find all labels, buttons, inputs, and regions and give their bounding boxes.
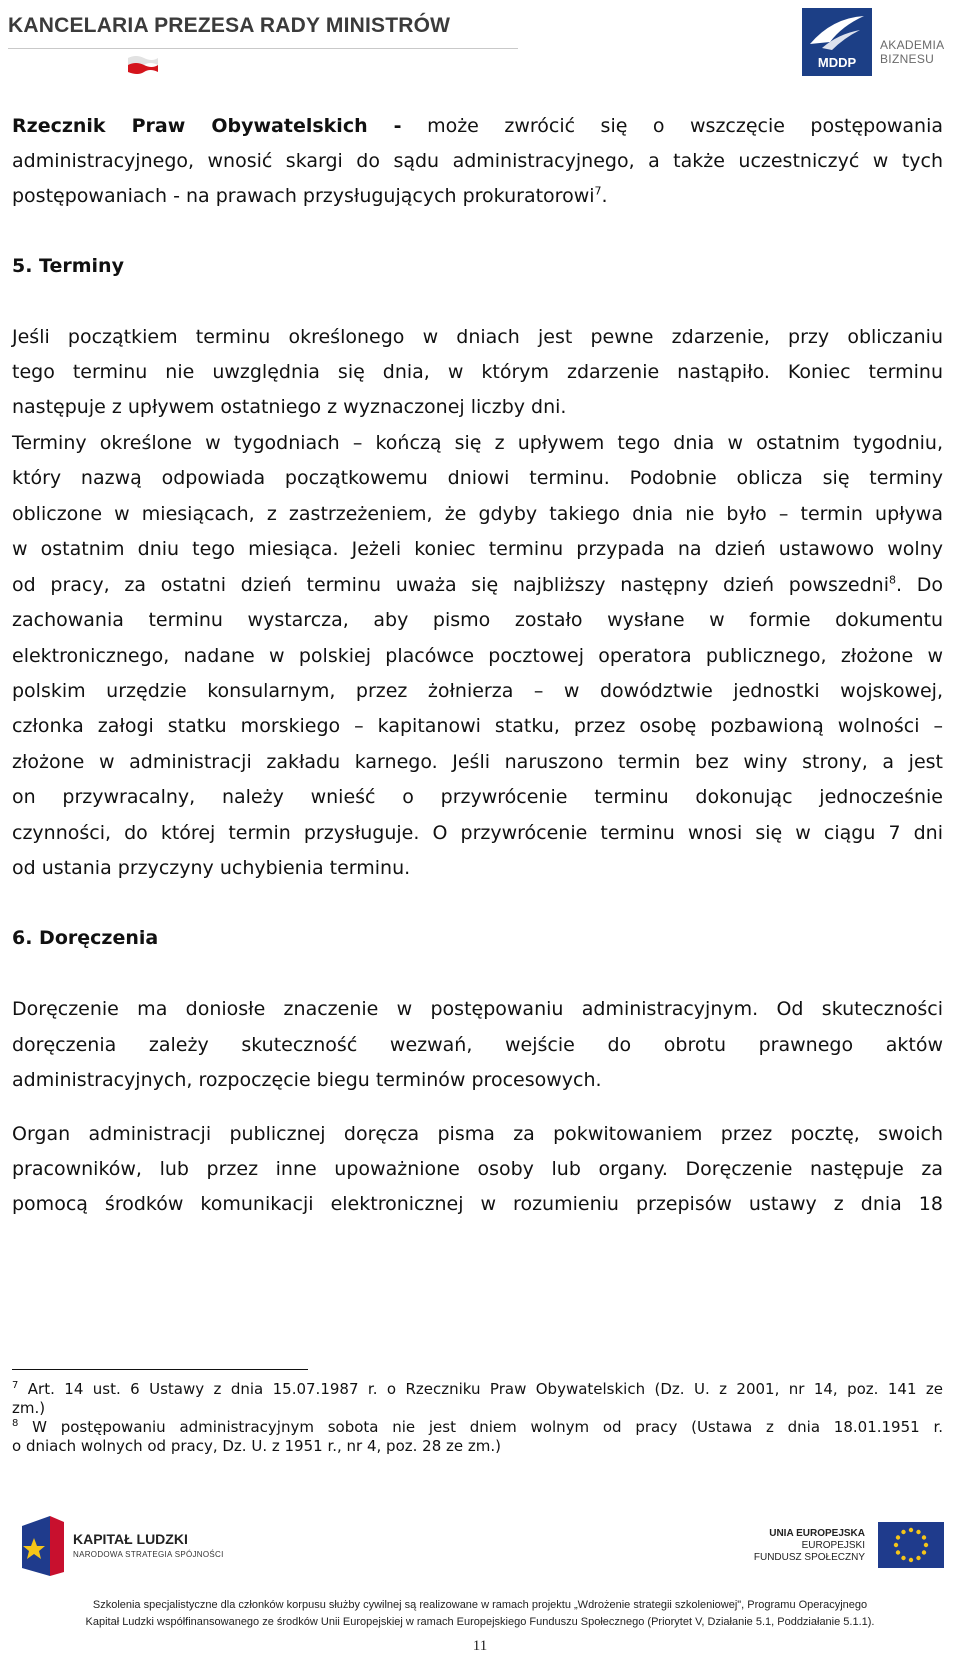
s5-line-1: Jeśli początkiem terminu określonego w dniach jest pewne zdarzenie, przy obliczaniu [12, 326, 943, 348]
footnote-7-text: Art. 14 ust. 6 Ustawy z dnia 15.07.1987 r. o Rzeczniku Praw Obywatelskich (Dz. U. z 2001, nr 14, poz. 141 ze [27, 1380, 943, 1398]
kapital-ludzki-title: KAPITAŁ LUDZKI [73, 1531, 188, 1547]
s5-line-9: zachowania terminu wystarcza, aby pismo zostało wysłane w formie dokumentu [12, 609, 943, 631]
header-divider [8, 48, 518, 49]
footnote-ref-7[interactable]: 7 [594, 184, 602, 198]
section-5-heading: 5. Terminy [12, 255, 124, 277]
poland-flag-icon [126, 54, 160, 76]
s5-line-6: obliczone w miesiącach, z zastrzeżeniem, że gdyby takiego dnia nie było – termin upływa [12, 503, 943, 525]
rpo-line-1 [12, 115, 943, 137]
ue-line-2: EUROPEJSKI [801, 1540, 865, 1551]
s5-line-2: tego terminu nie uwzględnia się dnia, w którym zdarzenie nastąpiło. Koniec terminu [12, 361, 943, 383]
ue-line-1: UNIA EUROPEJSKA [769, 1528, 865, 1539]
rpo-bold-lead: Rzecznik Praw Obywatelskich - [12, 115, 402, 137]
s5-line-8 [12, 574, 943, 596]
kprm-title: KANCELARIA PREZESA RADY MINISTRÓW [8, 14, 451, 37]
s6-p1-line-1: Doręczenie ma doniosłe znaczenie w postępowaniu administracyjnym. Od skuteczności [12, 998, 943, 1020]
s5-line-7: w ostatnim dniu tego miesiąca. Jeżeli koniec terminu przypada na dzień ustawowo wolny [12, 538, 943, 560]
footnote-8-line-2: o dniach wolnych od pracy, Dz. U. z 1951 r., nr 4, poz. 28 ze zm.) [12, 1437, 501, 1455]
s6-p1-line-2: doręczenia zależy skuteczność wezwań, wejście do obrotu prawnego aktów [12, 1034, 943, 1056]
footnote-separator [12, 1369, 308, 1370]
footnote-7-line-1 [12, 1380, 943, 1398]
s5-line-4: Terminy określone w tygodniach – kończą się z upływem tego dnia w ostatnim tygodniu, [12, 432, 943, 454]
s5-line-12: członka załogi statku morskiego – kapitanowi statku, przez osobę pozbawioną wolności – [12, 715, 943, 737]
footer-line-1: Szkolenia specjalistyczne dla członków korpusu służby cywilnej są realizowane w ramach projektu „Wdrożenie strategii szkoleniowej", Programu Operacyjnego [92, 1599, 868, 1611]
section-6-heading: 6. Doręczenia [12, 927, 159, 949]
akademia-line2: BIZNESU [880, 52, 935, 66]
rpo-line-2: administracyjnego, wnosić skargi do sądu administracyjnego, a także uczestniczyć w tych [12, 150, 943, 172]
footer-line-2: Kapitał Ludzki współfinansowanego ze środków Unii Europejskiej w ramach Europejskiego Funduszu Społecznego (Priorytet V, Działanie 5.1, Poddziałanie 5.1.1). [85, 1616, 875, 1628]
rpo-line-3 [12, 185, 943, 207]
s5-line-16: od ustania przyczyny uchybienia terminu. [12, 857, 411, 879]
rpo-line-1-rest: może zwrócić się o wszczęcie postępowania [427, 115, 943, 137]
page-number: 11 [472, 1638, 488, 1654]
s5-line-8-text: od pracy, za ostatni dzień terminu uważa się najbliższy następny dzień powszedni [12, 574, 889, 596]
s5-line-15: czynności, do której termin przysługuje. O przywrócenie terminu wnosi się w ciągu 7 dni [12, 822, 943, 844]
eu-flag-icon [878, 1522, 944, 1568]
ue-line-3: FUNDUSZ SPOŁECZNY [753, 1552, 865, 1563]
s5-line-5: który nazwą odpowiada początkowemu dniowi terminu. Podobnie oblicza się terminy [12, 467, 943, 489]
mddp-label: MDDP [817, 55, 857, 70]
s6-p1-line-3: administracyjnych, rozpoczęcie biegu terminów procesowych. [12, 1069, 602, 1091]
rpo-line-3-text: postępowaniach - na prawach przysługujących prokuratorowi [12, 185, 595, 207]
footnote-8-line-1 [12, 1418, 943, 1436]
s5-line-10: elektronicznego, nadane w polskiej placówce pocztowej operatora publicznego, złożone w [12, 645, 943, 667]
kapital-ludzki-subtitle: NARODOWA STRATEGIA SPÓJNOŚCI [73, 1550, 224, 1559]
s5-line-14: on przywracalny, należy wnieść o przywrócenie terminu dokonując jednocześnie [12, 786, 943, 808]
s6-p2-line-2: pracowników, lub przez inne upoważnione osoby lub organy. Doręczenie następuje za [12, 1158, 943, 1180]
footnote-7-number: 7 [12, 1380, 19, 1391]
s5-line-3: następuje z upływem ostatniego z wyznaczonej liczby dni. [12, 396, 567, 418]
footnote-ref-8[interactable]: 8 [888, 573, 896, 587]
kapital-ludzki-logo-icon [20, 1516, 64, 1576]
s6-p2-line-1: Organ administracji publicznej doręcza pisma za pokwitowaniem przez pocztę, swoich [12, 1123, 943, 1145]
akademia-line1: AKADEMIA [880, 38, 945, 52]
ue-efs-label [720, 1528, 865, 1564]
footnote-8-text: W postępowaniu administracyjnym sobota nie jest dniem wolnym od pracy (Ustawa z dnia 18.01.1951 r. [32, 1418, 943, 1436]
mddp-logo [802, 8, 872, 76]
bird-icon [802, 8, 872, 58]
footnote-7-line-2: zm.) [12, 1399, 46, 1417]
s5-line-11: polskim urzędzie konsularnym, przez żołnierza – w dowództwie jednostki wojskowej, [12, 680, 943, 702]
s5-line-8-end: . Do [895, 574, 943, 596]
akademia-biznesu-label [880, 38, 944, 66]
rpo-line-3-end: . [601, 185, 608, 207]
s5-line-13: złożone w administracji zakładu karnego. Jeśli naruszono termin bez winy strony, a jest [12, 751, 943, 773]
s6-p2-line-3: pomocą środków komunikacji elektronicznej w rozumieniu przepisów ustawy z dnia 18 [12, 1193, 943, 1215]
footnote-8-number: 8 [12, 1418, 19, 1429]
kprm-logo [8, 14, 518, 74]
